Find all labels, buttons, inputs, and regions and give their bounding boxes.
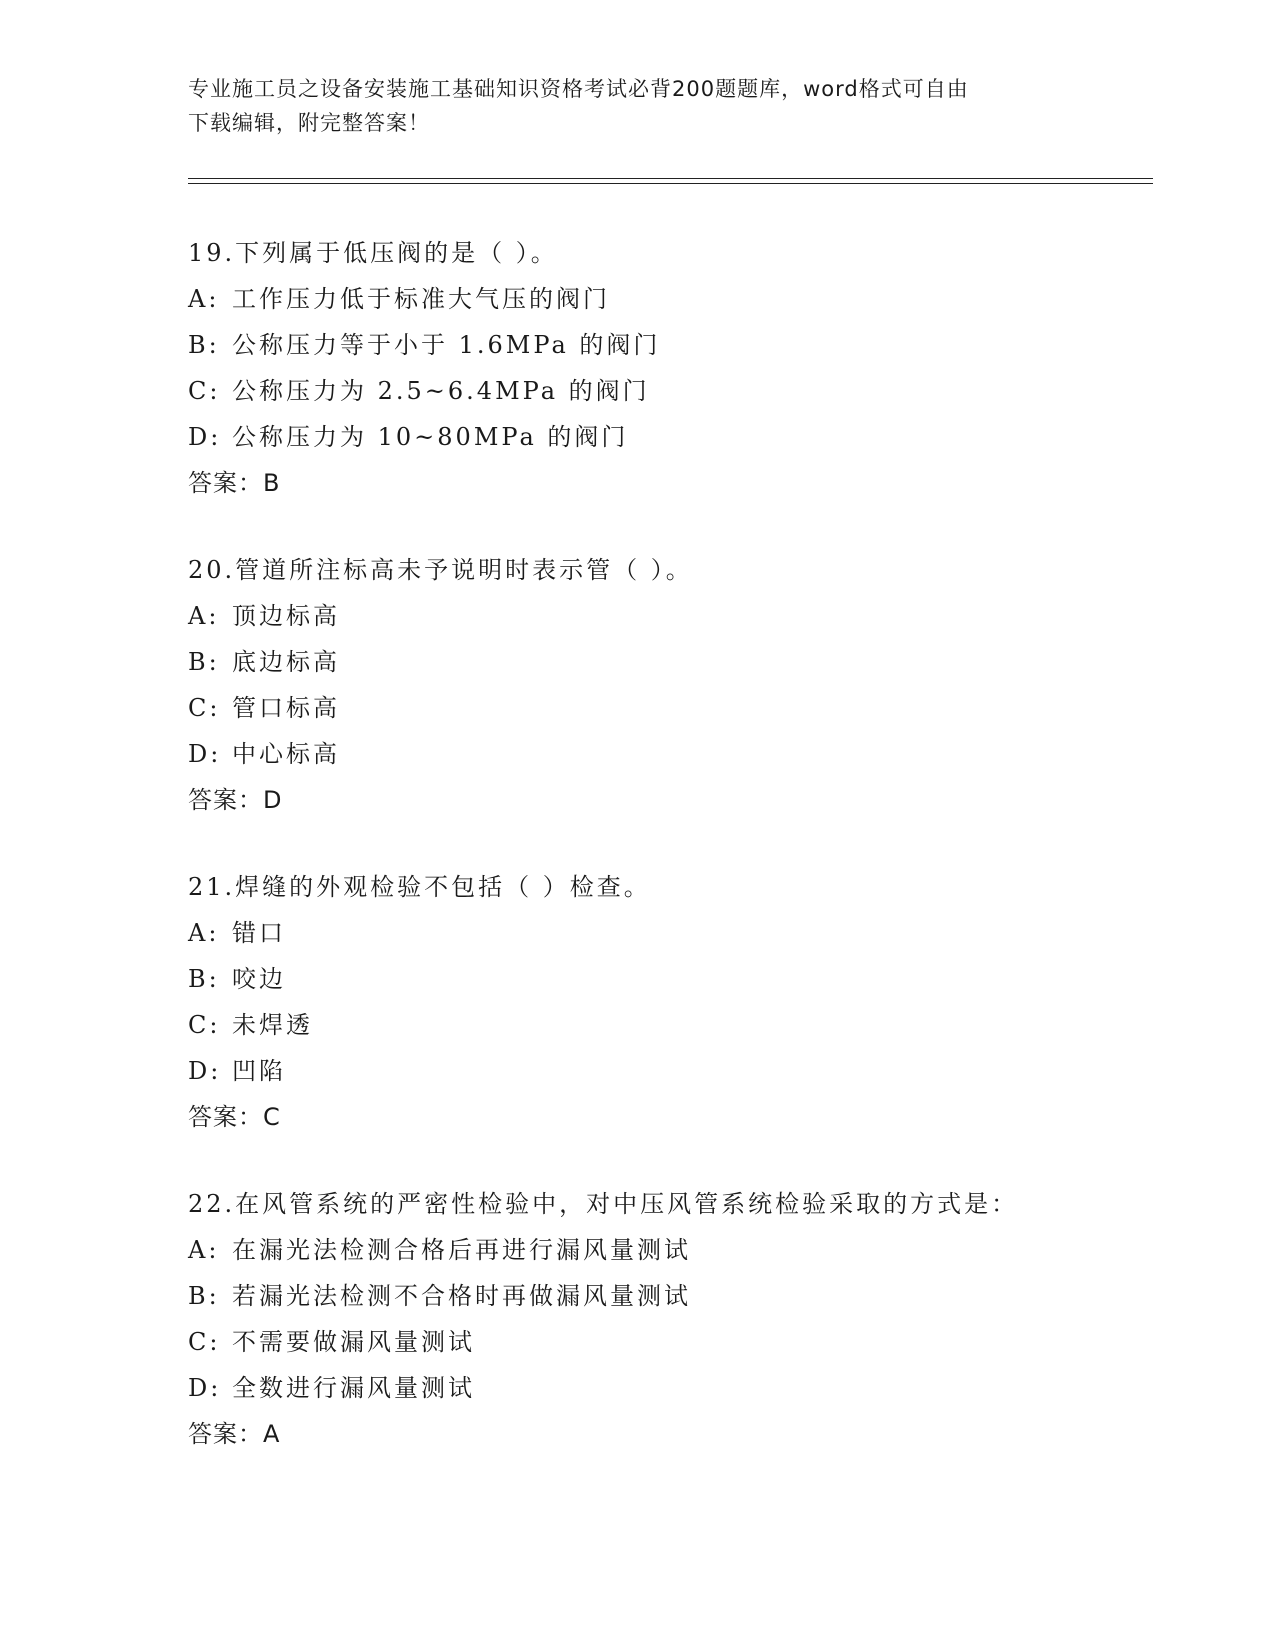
question-stem: 19.下列属于低压阀的是（ ）。	[188, 239, 558, 267]
option-a	[188, 1227, 1148, 1273]
question-stem: 20.管道所注标高未予说明时表示管（ ）。	[188, 556, 693, 584]
option-c	[188, 685, 1148, 731]
question-stem: 22.在风管系统的严密性检验中，对中压风管系统检验采取的方式是：	[188, 1190, 1019, 1218]
question-21	[188, 864, 1148, 1140]
question-22	[188, 1181, 1148, 1457]
answer-line: 答案：A	[188, 1420, 281, 1448]
option-text: 中心标高	[232, 740, 340, 768]
option-b	[188, 322, 1148, 368]
option-key: D:	[188, 740, 222, 768]
header-divider-bottom	[188, 183, 1153, 184]
option-text: 工作压力低于标准大气压的阀门	[232, 285, 610, 313]
header-divider-top	[188, 178, 1153, 179]
option-key: D:	[188, 423, 222, 451]
option-key: B:	[188, 1282, 220, 1310]
option-key: C:	[188, 1328, 221, 1356]
header-line-1: 专业施工员之设备安装施工基础知识资格考试必背200题题库，word格式可自由	[188, 77, 969, 101]
option-text: 顶边标高	[232, 602, 340, 630]
option-a	[188, 910, 1148, 956]
option-key: A:	[188, 602, 220, 630]
option-d	[188, 1048, 1148, 1094]
option-key: B:	[188, 965, 220, 993]
option-text: 错口	[232, 919, 286, 947]
option-key: C:	[188, 377, 221, 405]
option-key: D:	[188, 1374, 222, 1402]
option-d	[188, 414, 1148, 460]
option-text: 全数进行漏风量测试	[232, 1374, 475, 1402]
option-key: D:	[188, 1057, 222, 1085]
option-b	[188, 1273, 1148, 1319]
question-19	[188, 230, 1148, 506]
question-20	[188, 547, 1148, 823]
document-header	[188, 72, 1088, 140]
option-text: 若漏光法检测不合格时再做漏风量测试	[232, 1282, 691, 1310]
option-c	[188, 368, 1148, 414]
option-text: 未焊透	[232, 1011, 313, 1039]
option-text: 在漏光法检测合格后再进行漏风量测试	[232, 1236, 691, 1264]
answer-line: 答案：B	[188, 469, 281, 497]
option-text: 不需要做漏风量测试	[232, 1328, 475, 1356]
option-key: C:	[188, 1011, 221, 1039]
option-key: A:	[188, 285, 220, 313]
option-text: 底边标高	[232, 648, 340, 676]
answer-line: 答案：C	[188, 1103, 281, 1131]
option-b	[188, 956, 1148, 1002]
option-d	[188, 731, 1148, 777]
option-b	[188, 639, 1148, 685]
option-text: 凹陷	[232, 1057, 286, 1085]
option-c	[188, 1002, 1148, 1048]
option-key: A:	[188, 919, 220, 947]
option-key: C:	[188, 694, 221, 722]
option-a	[188, 593, 1148, 639]
question-stem: 21.焊缝的外观检验不包括（ ）检查。	[188, 873, 651, 901]
option-text: 公称压力等于小于 1.6MPa 的阀门	[232, 331, 661, 359]
option-text: 公称压力为 2.5~6.4MPa 的阀门	[232, 377, 650, 405]
option-text: 公称压力为 10~80MPa 的阀门	[232, 423, 629, 451]
option-key: B:	[188, 331, 220, 359]
header-line-2: 下载编辑，附完整答案！	[188, 111, 430, 135]
answer-line: 答案：D	[188, 786, 283, 814]
option-key: A:	[188, 1236, 220, 1264]
option-key: B:	[188, 648, 220, 676]
option-c	[188, 1319, 1148, 1365]
option-text: 管口标高	[232, 694, 340, 722]
option-d	[188, 1365, 1148, 1411]
option-text: 咬边	[232, 965, 286, 993]
option-a	[188, 276, 1148, 322]
